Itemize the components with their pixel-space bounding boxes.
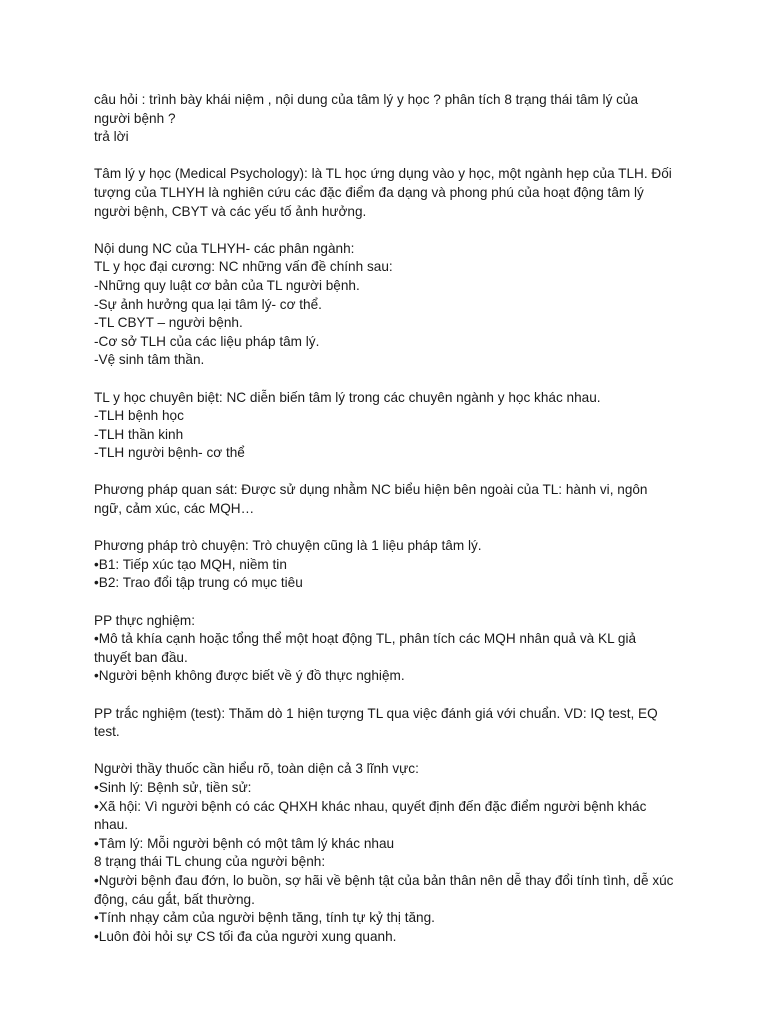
- experiment-block: [94, 612, 674, 686]
- observation-text: Phương pháp quan sát: Được sử dụng nhằm NC biểu hiện bên ngoài của TL: hành vi, ngôn ngữ, cảm xúc, các MQH…: [94, 482, 648, 517]
- definition-text: Tâm lý y học (Medical Psychology): là TL học ứng dụng vào y học, một ngành hẹp của TLH. Đối tượng của TLHYH là nghiên cứu các đặc điểm đa dạng và phong phú của hoạt động tâm lý người bệnh, CBYT và các yếu tố ảnh hưởng.: [94, 166, 672, 219]
- conversation-heading: Phương pháp trò chuyện: Trò chuyện cũng là 1 liệu pháp tâm lý.: [94, 538, 482, 554]
- list-item: -TLH người bệnh- cơ thể: [94, 445, 245, 461]
- test-text: PP trắc nghiệm (test): Thăm dò 1 hiện tượng TL qua việc đánh giá với chuẩn. VD: IQ test, EQ test.: [94, 705, 658, 740]
- content-nc-subheading: TL y học đại cương: NC những vấn đề chính sau:: [94, 259, 393, 275]
- list-item: •Người bệnh đau đớn, lo buồn, sợ hãi về bệnh tật của bản thân nên dễ thay đổi tính tình, dễ xúc động, cáu gắt, bất thường.: [94, 872, 674, 907]
- content-nc-block: [94, 240, 674, 370]
- list-item: •Người bệnh không được biết về ý đồ thực nghiệm.: [94, 668, 405, 684]
- definition-block: [94, 165, 674, 221]
- list-item: -Cơ sở TLH của các liệu pháp tâm lý.: [94, 333, 320, 349]
- list-item: -TLH thần kinh: [94, 426, 184, 442]
- answer-label: trả lời: [94, 129, 129, 145]
- physician-block: [94, 760, 674, 946]
- list-item: -TLH bệnh học: [94, 408, 184, 424]
- observation-block: [94, 481, 674, 518]
- list-item: •Luôn đòi hỏi sự CS tối đa của người xung quanh.: [94, 928, 397, 944]
- document-page: [94, 91, 674, 965]
- list-item: •Tính nhạy cảm của người bệnh tăng, tính tự kỷ thị tăng.: [94, 910, 435, 926]
- content-nc-heading: Nội dung NC của TLHYH- các phân ngành:: [94, 240, 355, 256]
- list-item: -TL CBYT – người bệnh.: [94, 315, 243, 331]
- specialized-block: [94, 389, 674, 463]
- test-block: [94, 705, 674, 742]
- list-item: •B1: Tiếp xúc tạo MQH, niềm tin: [94, 556, 287, 572]
- list-item: •B2: Trao đổi tập trung có mục tiêu: [94, 575, 303, 591]
- list-item: -Những quy luật cơ bản của TL người bệnh.: [94, 277, 360, 293]
- specialized-heading: TL y học chuyên biệt: NC diễn biến tâm lý trong các chuyên ngành y học khác nhau.: [94, 389, 601, 405]
- list-item: •Sinh lý: Bệnh sử, tiền sử:: [94, 779, 252, 795]
- list-item: •Xã hội: Vì người bệnh có các QHXH khác nhau, quyết định đến đặc điểm người bệnh khác nhau.: [94, 798, 647, 833]
- list-item: •Mô tả khía cạnh hoặc tổng thể một hoạt động TL, phân tích các MQH nhân quả và KL giả thuyết ban đầu.: [94, 631, 637, 665]
- list-item: -Vệ sinh tâm thần.: [94, 352, 205, 368]
- list-item: -Sự ảnh hưởng qua lại tâm lý- cơ thể.: [94, 296, 322, 312]
- question-text: câu hỏi : trình bày khái niệm , nội dung của tâm lý y học ? phân tích 8 trạng thái tâm lý của người bệnh ?: [94, 92, 639, 126]
- states-heading: 8 trạng thái TL chung của người bệnh:: [94, 854, 326, 870]
- experiment-heading: PP thực nghiệm:: [94, 612, 196, 628]
- physician-heading: Người thầy thuốc cần hiểu rõ, toàn diện cả 3 lĩnh vực:: [94, 761, 419, 777]
- list-item: •Tâm lý: Mỗi người bệnh có một tâm lý khác nhau: [94, 835, 395, 851]
- question-block: [94, 91, 674, 147]
- conversation-block: [94, 537, 674, 593]
